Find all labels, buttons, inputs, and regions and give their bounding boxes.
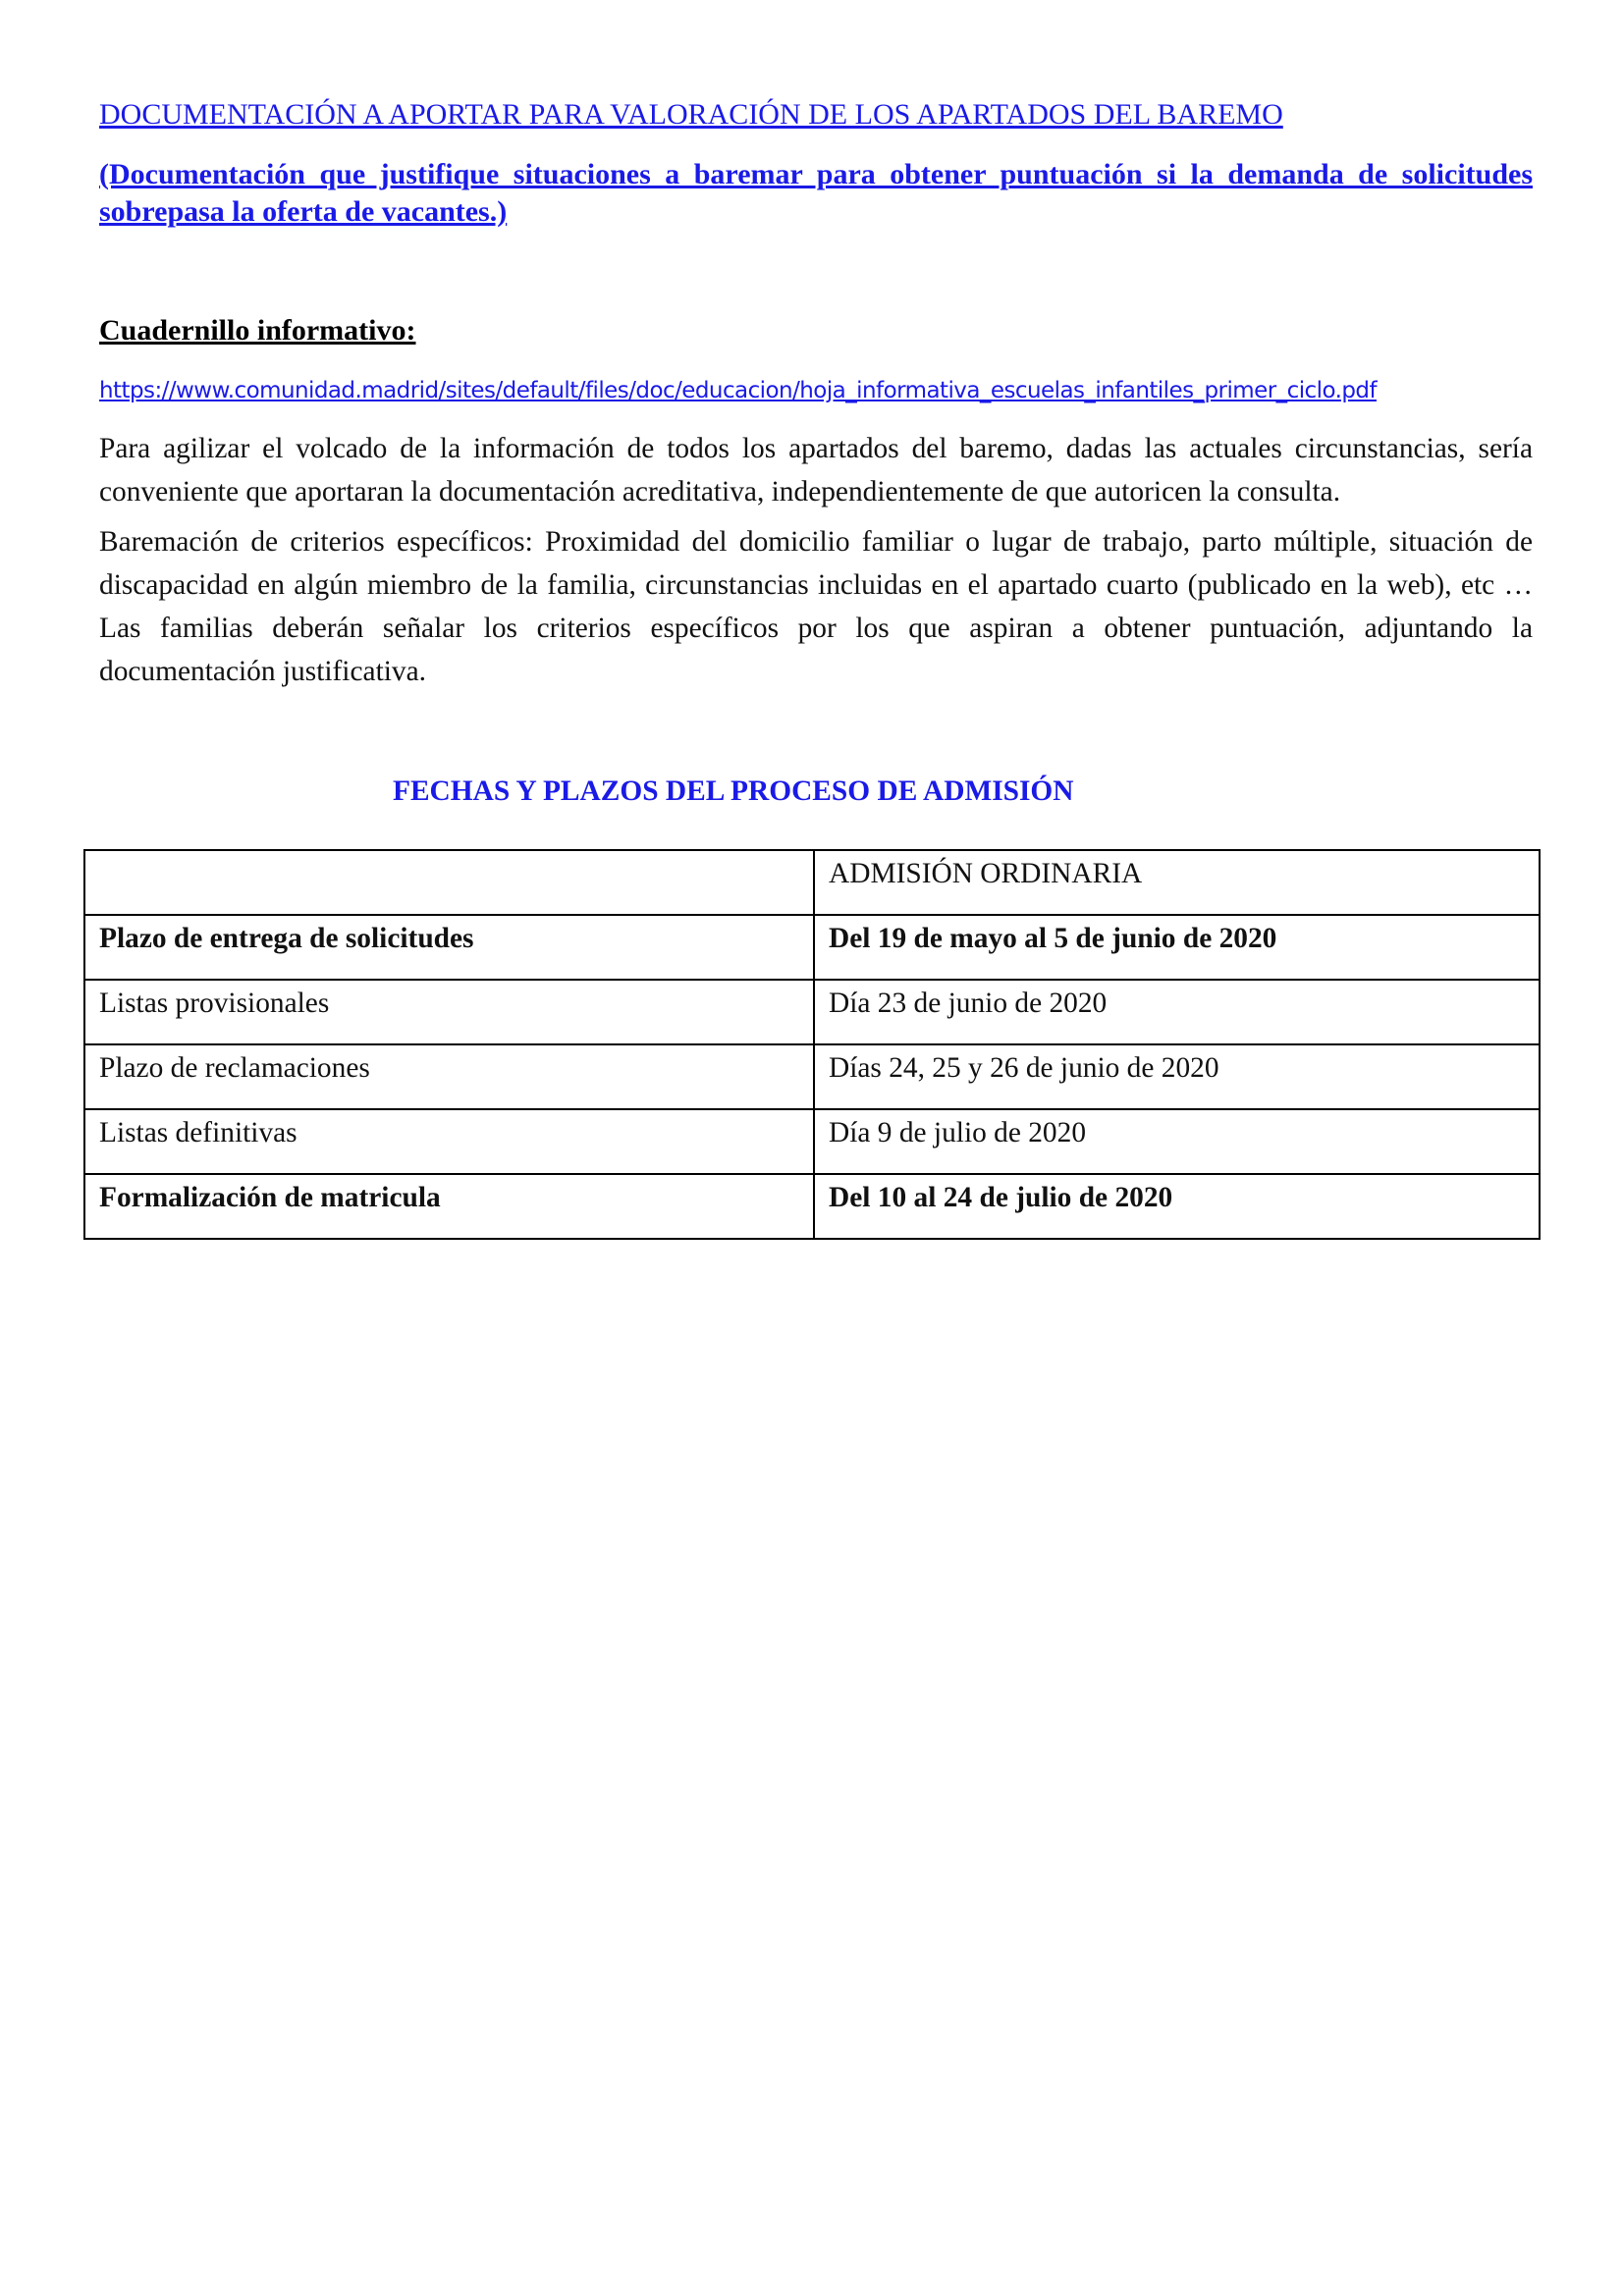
table-row	[84, 1044, 1540, 1109]
table-row	[84, 1109, 1540, 1174]
paragraph-baremacion: Baremación de criterios específicos: Proximidad del domicilio familiar o lugar de trabajo, parto múltiple, situación de discapacidad en algún miembro de la familia, circunstancias incluidas en el apartado cuarto (publicado en la web), etc … Las familias deberán señalar los criterios específicos por los que aspiran a obtener puntuación, adjuntando la documentación justificativa.	[99, 526, 1533, 687]
admission-dates-table	[83, 849, 1541, 1240]
row-value: Día 9 de julio de 2020	[814, 1109, 1540, 1174]
cuadernillo-title: Cuadernillo informativo:	[99, 314, 416, 347]
fechas-plazos-title: FECHAS Y PLAZOS DEL PROCESO DE ADMISIÓN	[393, 775, 1074, 807]
row-label: Formalización de matricula	[84, 1174, 814, 1239]
header-cell-admision-ordinaria: ADMISIÓN ORDINARIA	[814, 850, 1540, 915]
table-row	[84, 1174, 1540, 1239]
table-header-row	[84, 850, 1540, 915]
row-label: Plazo de entrega de solicitudes	[84, 915, 814, 980]
row-value: Del 10 al 24 de julio de 2020	[814, 1174, 1540, 1239]
row-value: Días 24, 25 y 26 de junio de 2020	[814, 1044, 1540, 1109]
table-row	[84, 915, 1540, 980]
document-title[interactable]: DOCUMENTACIÓN A APORTAR PARA VALORACIÓN DE LOS APARTADOS DEL BAREMO	[99, 98, 1283, 131]
row-label: Listas definitivas	[84, 1109, 814, 1174]
header-cell-empty	[84, 850, 814, 915]
row-label: Plazo de reclamaciones	[84, 1044, 814, 1109]
paragraph-agilizar: Para agilizar el volcado de la información de todos los apartados del baremo, dadas las actuales circunstancias, sería conveniente que aportaran la documentación acreditativa, independientemente de que autoricen la consulta.	[99, 433, 1533, 507]
row-value: Del 19 de mayo al 5 de junio de 2020	[814, 915, 1540, 980]
row-value: Día 23 de junio de 2020	[814, 980, 1540, 1044]
row-label: Listas provisionales	[84, 980, 814, 1044]
cuadernillo-link[interactable]: https://www.comunidad.madrid/sites/default/files/doc/educacion/hoja_informativa_escuelas_infantiles_primer_ciclo.pdf	[99, 378, 1377, 403]
table-row	[84, 980, 1540, 1044]
document-subtitle[interactable]: (Documentación que justifique situaciones a baremar para obtener puntuación si la demanda de solicitudes sobrepasa la oferta de vacantes.)	[99, 158, 1533, 228]
